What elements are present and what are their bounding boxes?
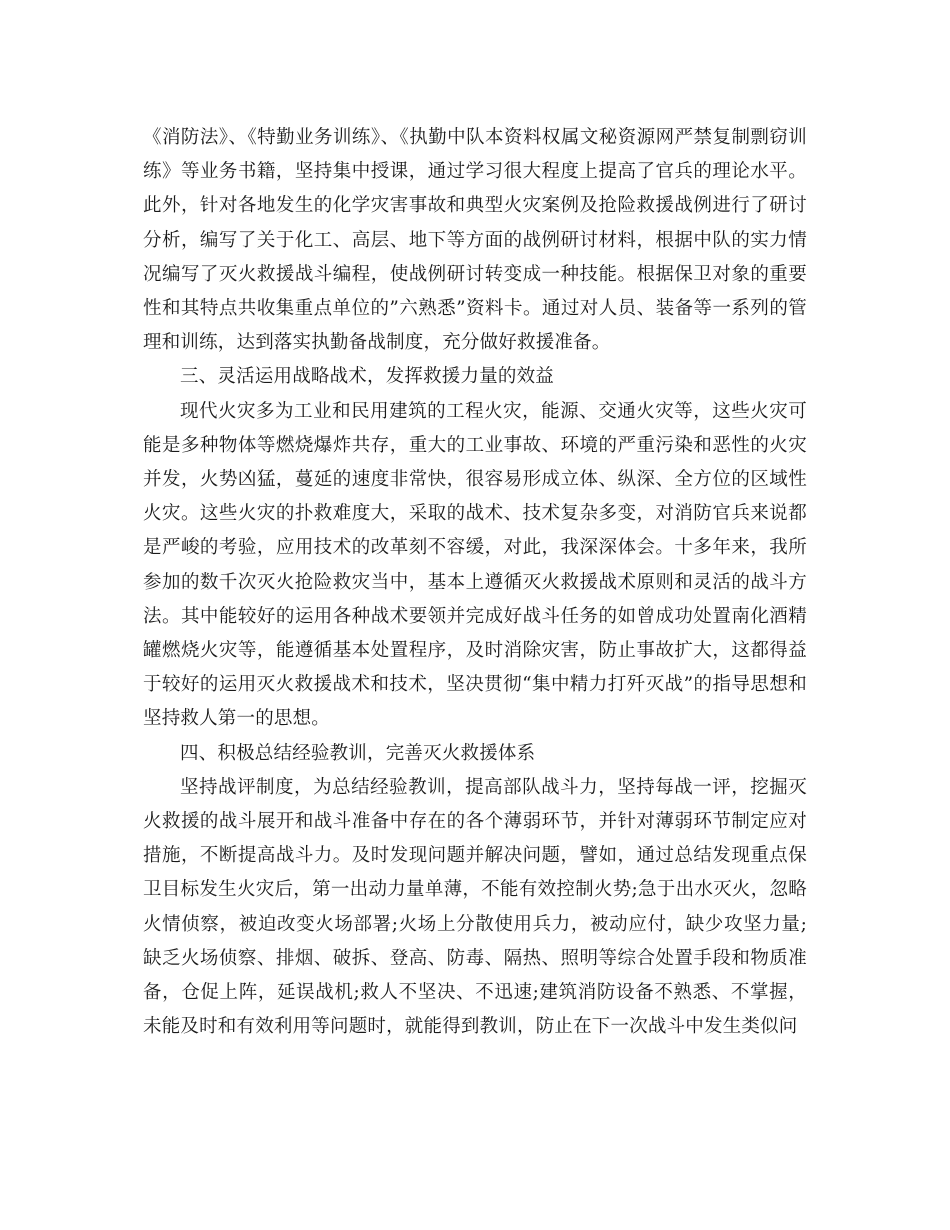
paragraph-tactics: 现代火灾多为工业和民用建筑的工程火灾，能源、交通火灾等，这些火灾可能是多种物体等燃烧爆炸共存，重大的工业事故、环境的严重污染和恶性的火灾并发，火势凶猛，蔓延的速度非常快，很容易形成立体、纵深、全方位的区域性火灾。这些火灾的扑救难度大，采取的战术、技术复杂多变，对消防官兵来说都是严峻的考验，应用技术的改革刻不容缓，对此，我深深体会。十多年来，我所参加的数千次灭火抢险救灾当中，基本上遵循灭火救援战术原则和灵活的战斗方法。其中能较好的运用各种战术要领并完成好战斗任务的如曾成功处置南化酒精罐燃烧火灾等，能遵循基本处置程序，及时消除灾害，防止事故扩大，这都得益于较好的运用灭火救援战术和技术，坚决贯彻“集中精力打歼灭战”的指导思想和坚持救人第一的思想。 [143, 400, 807, 730]
section-heading-four: 四、积极总结经验教训，完善灭火救援体系 [180, 742, 536, 764]
paragraph-lessons: 坚持战评制度，为总结经验教训，提高部队战斗力，坚持每战一评，挖掘灭火救援的战斗展开和战斗准备中存在的各个薄弱环节，并针对薄弱环节制定应对措施，不断提高战斗力。及时发现问题并解决问题，譬如，通过总结发现重点保卫目标发生火灾后，第一出动力量单薄，不能有效控制火势;急于出水灭火，忽略火情侦察，被迫改变火场部署;火场上分散使用兵力，被动应付，缺少攻坚力量;缺乏火场侦察、排烟、破拆、登高、防毒、隔热、照明等综合处置手段和物质准备，仓促上阵，延误战机;救人不坚决、不迅速;建筑消防设备不熟悉、不掌握，未能及时和有效利用等问题时，就能得到教训，防止在下一次战斗中发生类似问 [143, 776, 807, 1038]
paragraph-continuation: 《消防法》、《特勤业务训练》、《执勤中队本资料权属文秘资源网严禁复制剽窃训练》等业务书籍，坚持集中授课，通过学习很大程度上提高了官兵的理论水平。此外，针对各地发生的化学灾害事故和典型火灾案例及抢险救援战例进行了研讨分析，编写了关于化工、高层、地下等方面的战例研讨材料，根据中队的实力情况编写了灭火救援战斗编程，使战例研讨转变成一种技能。根据保卫对象的重要性和其特点共收集重点单位的”六熟悉”资料卡。通过对人员、装备等一系列的管理和训练，达到落实执勤备战制度，充分做好救援准备。 [143, 127, 807, 354]
section-heading-three: 三、灵活运用战略战术，发挥救援力量的效益 [180, 366, 555, 388]
document-body [143, 121, 807, 1044]
